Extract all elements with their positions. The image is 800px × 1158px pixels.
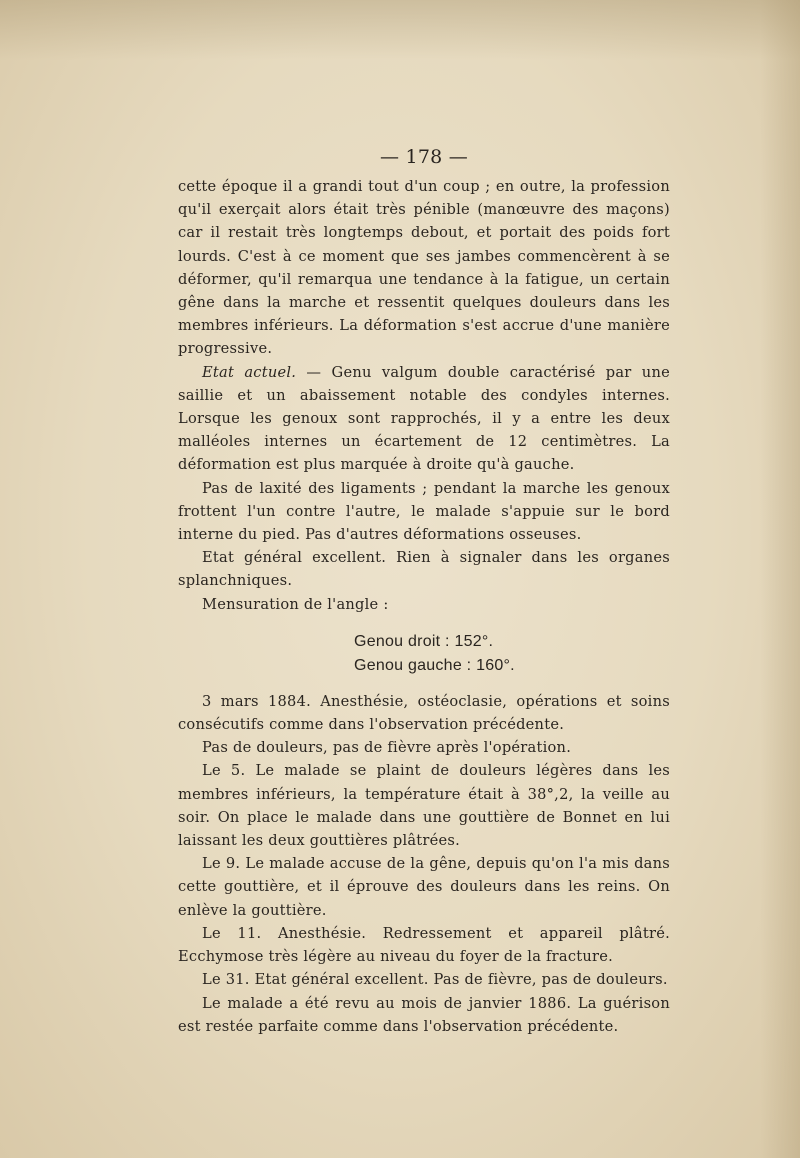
- paragraph-le-31: Le 31. Etat général excellent. Pas de fièvre, pas de douleurs.: [202, 971, 668, 989]
- etat-actuel-label: Etat actuel.: [202, 363, 297, 381]
- page-text-block: [178, 145, 670, 1038]
- paragraph-etat-actuel: [178, 361, 670, 477]
- page-shadow-top: [0, 0, 800, 60]
- paragraph-le-5: Le 5. Le malade se plaint de douleurs légères dans les membres inférieurs, la température était à 38°,2, la veille au soir. On place le malade dans une gouttière de Bonnet en lui laissant les deux gouttières plâtrées.: [178, 762, 670, 850]
- paragraph-le-9: Le 9. Le malade accuse de la gêne, depuis qu'on l'a mis dans cette gouttière, et il éprouve des douleurs dans les reins. On enlève la gouttière.: [178, 855, 670, 919]
- paragraph-mensuration: Mensuration de l'angle :: [202, 595, 389, 613]
- paragraph-etat-general: Etat général excellent. Rien à signaler dans les organes splanchniques.: [178, 549, 670, 590]
- measurement-list: [178, 630, 670, 678]
- paragraph-le-11: Le 11. Anesthésie. Redressement et appareil plâtré. Ecchymose très légère au niveau du foyer de la fracture.: [178, 924, 670, 966]
- paragraph-history: cette époque il a grandi tout d'un coup ; en outre, la profession qu'il exerçait alors était très pénible (manœuvre des maçons) car il restait très longtemps debout, et portait des poids fort lourds. C'est à ce moment que ses jambes commencèrent à se déformer, qu'il remarqua une tendance à la fatigue, un certain gêne dans la marche et ressentit quelques douleurs dans les membres inférieurs. La déformation s'est accrue d'une manière progressive.: [178, 178, 670, 358]
- page-shadow-right: [760, 0, 800, 1158]
- paragraph-ligaments: Pas de laxité des ligaments ; pendant la marche les genoux frottent l'un contre l'autre, le malade s'appuie sur le bord interne du pied. Pas d'autres déformations osseuses.: [178, 479, 670, 544]
- page-number: — 178 —: [379, 146, 469, 168]
- paragraph-revu: Le malade a été revu au mois de janvier 1886. La guérison est restée parfaite comme dans l'observation précédente.: [178, 994, 670, 1035]
- paragraph-no-pain: Pas de douleurs, pas de fièvre après l'opération.: [202, 739, 572, 757]
- paragraph-3-mars: 3 mars 1884. Anesthésie, ostéoclasie, opérations et soins consécutifs comme dans l'observation précédente.: [178, 692, 670, 734]
- measurement-right-knee: Genou droit : 152°.: [354, 632, 494, 650]
- measurement-left-knee: Genou gauche : 160°.: [354, 656, 515, 674]
- etat-actuel-text: — Genu valgum double caractérisé par une saillie et un abaissement notable des condyles internes. Lorsque les genoux sont rapprochés, il y a entre les deux malléoles internes un écartement de 12 centimètres. La déformation est plus marquée à droite qu'à gauche.: [178, 363, 670, 474]
